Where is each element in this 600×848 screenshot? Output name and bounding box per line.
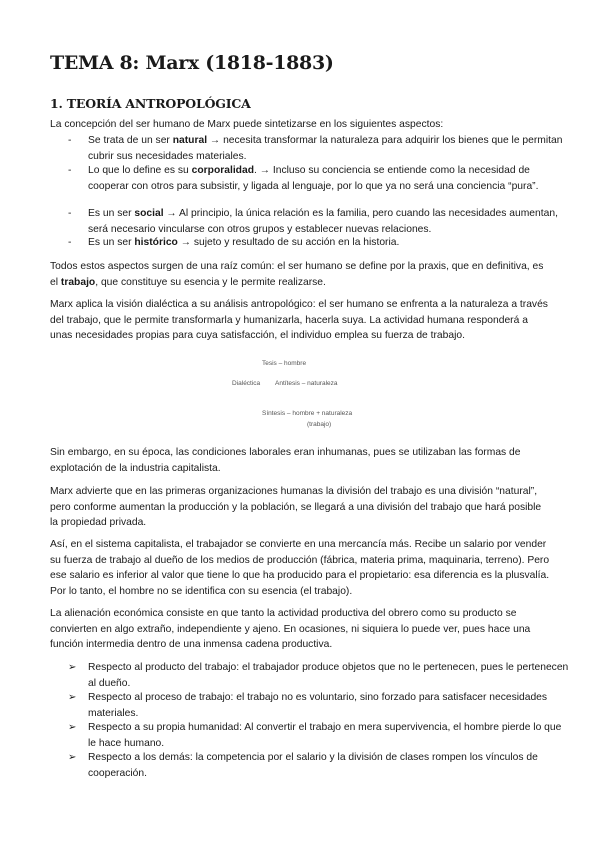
arrow-bullet-icon: ➢: [68, 662, 77, 673]
mercancia-paragraph: Así, en el sistema capitalista, el trabajador se convierte en una mercancía más. Recibe un salario por vender su fuerza de trabajo al dueño de los medios de producción (fábrica, materia prima, maquinaria, terreno). Pero ese salario es inferior al valor que tiene lo que ha producido para el propietario: esa diferencia es la plusvalía. Por lo tanto, el hombre no se identifica con su esencia (el trabajo).: [50, 539, 550, 598]
dialectica-paragraph: Marx aplica la visión dialéctica a su análisis antropológico: el ser humano se enfrenta a la naturaleza a través del trabajo, que le permite transformarla y humanizarla, hacerla suya. La actividad humana responderá a unas necesidades propias para cuya satisfacción, el individuo emplea su fuerza de trabajo.: [50, 299, 548, 342]
praxis-paragraph: Todos estos aspectos surgen de una raíz común: el ser humano se define por la praxis, que en definitiva, es el trabajo, que constituye su esencia y le permite realizarse.: [50, 261, 544, 288]
alienation-item: ➢ Respecto a los demás: la competencia por el salario y la división de clases rompen los vínculos de cooperación.: [68, 752, 538, 779]
alienation-item: ➢ Respecto al proceso de trabajo: el trabajo no es voluntario, sino forzado para satisfacer necesidades materiales.: [68, 692, 548, 719]
diagram-sintesis: Síntesis – hombre + naturaleza: [262, 410, 353, 417]
aspect-item: - Es un ser histórico → sujeto y resultado de su acción en la historia.: [68, 235, 570, 251]
diagram-dialectica: Dialéctica: [232, 380, 261, 387]
diagram-tesis: Tesis – hombre: [262, 360, 307, 367]
arrow-bullet-icon: ➢: [68, 722, 77, 733]
bullet-marker: -: [68, 135, 72, 146]
alienation-item: ➢ Respecto a su propia humanidad: Al convertir el trabajo en mera supervivencia, el hombre pierde lo que le hace humano.: [68, 722, 562, 749]
aspect-item: - Se trata de un ser natural → necesita transformar la naturaleza para adquirir los bienes que le permitan cubrir sus necesidades materiales.: [68, 135, 563, 162]
aspect-item: - Es un ser social → Al principio, la única relación es la familia, pero cuando las necesidades aumentan, será necesario vincularse con otros grupos y establecer nuevas relaciones.: [68, 208, 558, 235]
diagram-trabajo: (trabajo): [307, 421, 332, 428]
explotacion-paragraph: Sin embargo, en su época, las condiciones laborales eran inhumanas, pues se utilizaban las formas de explotación de la industria capitalista.: [50, 447, 521, 474]
arrow-bullet-icon: ➢: [68, 752, 77, 763]
arrow-bullet-icon: ➢: [68, 692, 77, 703]
bullet-marker: -: [68, 237, 72, 248]
section-heading: 1. TEORÍA ANTROPOLÓGICA: [50, 96, 251, 111]
diagram-antitesis: Antítesis – naturaleza: [275, 380, 338, 387]
intro-paragraph: La concepción del ser humano de Marx puede sintetizarse en los siguientes aspectos:: [50, 119, 444, 130]
alienacion-paragraph: La alienación económica consiste en que tanto la actividad productiva del obrero como su producto se convierten en algo extraño, independiente y ajeno. En ocasiones, ni siquiera lo puede ver, pues hace una función intermedia dentro de una inmensa cadena productiva.: [50, 608, 531, 651]
division-paragraph: Marx advierte que en las primeras organizaciones humanas la división del trabajo es una división “natural”, pero conforme aumentan la producción y la población, se llegará a una división del trabajo que hará posible la propiedad privada.: [50, 486, 542, 529]
alienation-item: ➢ Respecto al producto del trabajo: el trabajador produce objetos que no le pertenecen, pues le pertenecen al dueño.: [68, 662, 569, 689]
aspect-item: - Lo que lo define es su corporalidad. → Incluso su conciencia se entiende como la necesidad de cooperar con otros para subsistir, y ligada al lenguaje, por lo que ya no será una conciencia “pura”.: [68, 165, 539, 192]
bullet-marker: -: [68, 208, 72, 219]
bullet-marker: -: [68, 165, 72, 176]
page-title: TEMA 8: Marx (1818-1883): [50, 52, 334, 74]
